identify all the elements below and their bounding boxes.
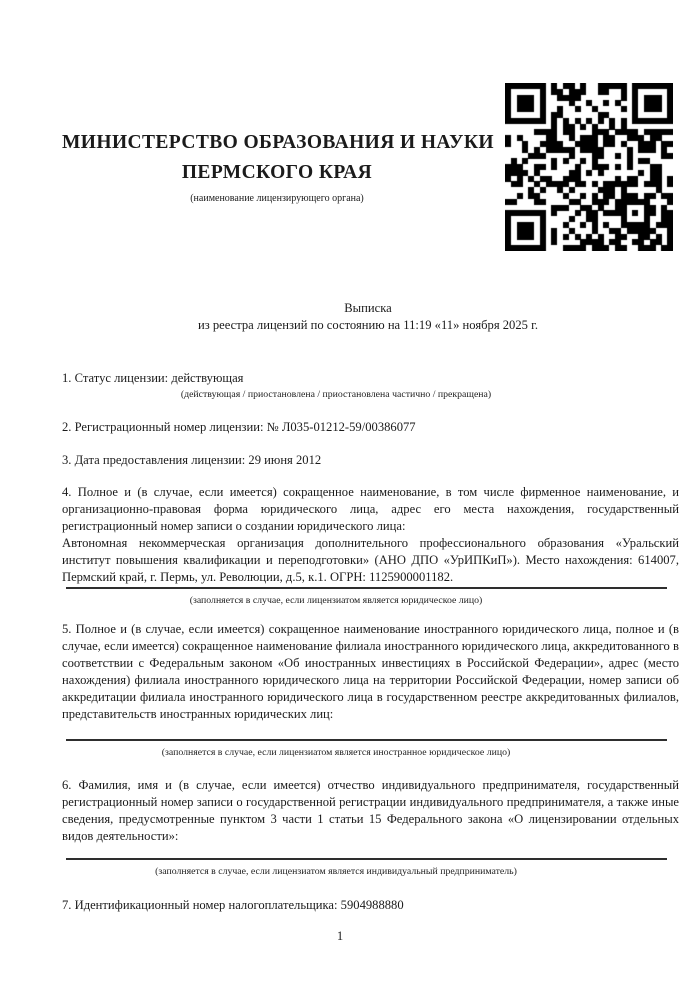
item-5-label: 5. Полное и (в случае, если имеется) сокращенное наименование иностранного юридического лица, полное и (в случае, если имеется) сокращенное наименование филиала иностранного юридического лица, аккредитованного в соответствии с Федеральным законом «Об иностранных инвестициях в Российской Федерации», адрес (место нахождения) филиала иностранного юридического лица на территории Российской Федерации, номер записи об аккредитации филиала иностранного юридического лица в государственном реестре аккредитованных филиалов, представительств иностранных юридических лиц:: [62, 622, 679, 721]
item-3-license-grant-date: 3. Дата предоставления лицензии: 29 июня 2012: [62, 453, 322, 467]
qr-code-image: [505, 83, 673, 251]
item-6-label: 6. Фамилия, имя и (в случае, если имеется) отчество индивидуального предпринимателя, государственный регистрационный номер записи о государственной регистрации индивидуального предпринимателя, а также иные сведения, предусмотренные пунктом 3 части 1 статьи 15 Федерального закона «О лицензировании отдельных видов деятельности»:: [62, 778, 679, 843]
item-7-taxpayer-id: 7. Идентификационный номер налогоплательщика: 5904988880: [62, 898, 404, 912]
document-title: [62, 300, 674, 334]
item-5-foreign-entity-block: [62, 621, 679, 723]
item-6-individual-entrepreneur-block: [62, 777, 679, 845]
document-title-line1: Выписка: [344, 301, 392, 315]
document-title-line2: из реестра лицензий по состоянию на 11:19 «11» ноября 2025 г.: [197, 318, 538, 332]
item-5-caption: (заполняется в случае, если лицензиатом является иностранное юридическое лицо): [161, 747, 511, 758]
item-1-license-status: 1. Статус лицензии: действующая: [62, 371, 244, 385]
ministry-name-line1: МИНИСТЕРСТВО ОБРАЗОВАНИЯ И НАУКИ: [62, 132, 494, 153]
fill-line-item-6: [66, 858, 667, 860]
item-4-value: Автономная некоммерческая организация дополнительного профессионального образования «Уральский институт повышения квалификации и переподготовки» (АНО ДПО «УрИПКиП»). Место нахождения: 614007, Пермский край, г. Пермь, ул. Революции, д.5, к.1. ОГРН: 1125900001182.: [62, 536, 679, 584]
licensing-authority-header: [62, 128, 492, 206]
item-6-caption: (заполняется в случае, если лицензиатом является индивидуальный предприниматель): [155, 866, 517, 877]
ministry-name-line2: ПЕРМСКОГО КРАЯ: [181, 162, 373, 183]
page-number: 1: [336, 929, 344, 943]
item-4-label: 4. Полное и (в случае, если имеется) сокращенное наименование, в том числе фирменное наименование, и организационно-правовая форма юридического лица, адрес его места нахождения, государственный регистрационный номер записи о создании юридического лица:: [62, 485, 679, 533]
fill-line-item-4: [66, 587, 667, 589]
item-4-caption: (заполняется в случае, если лицензиатом является юридическое лицо): [189, 595, 483, 606]
item-1-caption: (действующая / приостановлена / приостановлена частично / прекращена): [180, 389, 492, 400]
item-2-registration-number: 2. Регистрационный номер лицензии: № Л035-01212-59/00386077: [62, 420, 416, 434]
fill-line-item-5: [66, 739, 667, 741]
item-4-legal-entity-block: [62, 484, 679, 586]
licensing-authority-caption: (наименование лицензирующего органа): [190, 193, 364, 204]
